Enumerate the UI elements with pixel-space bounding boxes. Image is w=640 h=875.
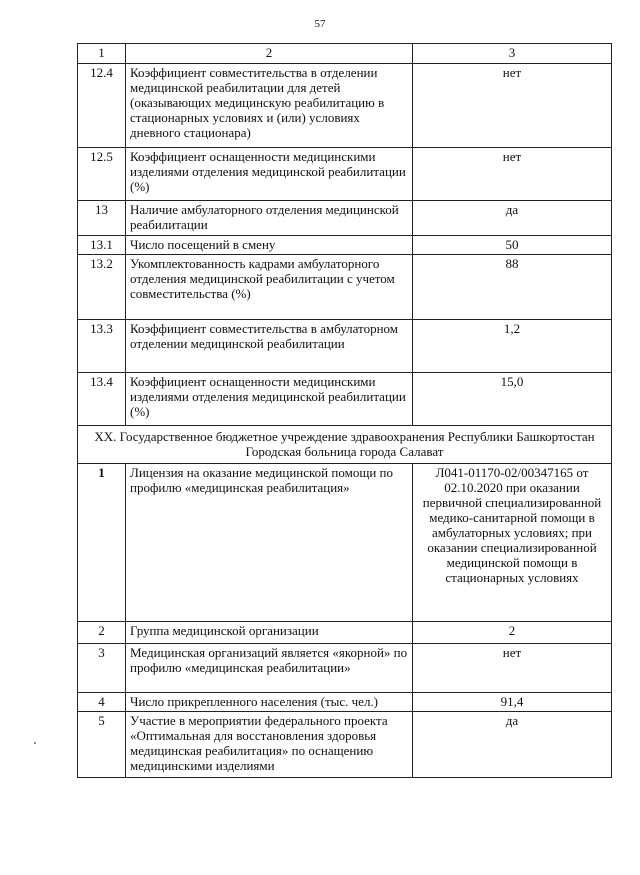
row-indicator: Коэффициент оснащенности медицинскими изделиями отделения медицинской реабилитации (%) — [126, 373, 413, 426]
header-col-2: 2 — [126, 44, 413, 64]
table-row — [78, 64, 612, 148]
row-indicator: Коэффициент оснащенности медицинскими изделиями отделения медицинской реабилитации (%) — [126, 148, 413, 201]
row-number: 13.2 — [78, 255, 126, 320]
row-indicator: Число посещений в смену — [126, 236, 413, 255]
row-value: нет — [413, 148, 612, 201]
rehab-table — [77, 43, 612, 778]
row-number: 12.4 — [78, 64, 126, 148]
row-value: 15,0 — [413, 373, 612, 426]
scan-speck — [34, 742, 36, 744]
row-number: 4 — [78, 693, 126, 712]
section-title-row — [78, 426, 612, 464]
row-indicator: Лицензия на оказание медицинской помощи по профилю «медицинская реабилитация» — [126, 464, 413, 622]
row-indicator: Коэффициент совместительства в отделении медицинской реабилитации для детей (оказывающих медицинскую реабилитацию в стационарных условиях и (или) условиях дневного стационара) — [126, 64, 413, 148]
table-row — [78, 693, 612, 712]
row-value: 91,4 — [413, 693, 612, 712]
page-number: 57 — [314, 18, 326, 30]
row-value: нет — [413, 644, 612, 693]
row-indicator: Медицинская организаций является «якорной» по профилю «медицинская реабилитации» — [126, 644, 413, 693]
section-title: XX. Государственное бюджетное учреждение здравоохранения Республики Башкортостан Городская больница города Салават — [78, 426, 612, 464]
table-row — [78, 712, 612, 778]
row-number: 5 — [78, 712, 126, 778]
row-number: 13.1 — [78, 236, 126, 255]
table-row — [78, 148, 612, 201]
row-value: да — [413, 712, 612, 778]
license-details: Л041-01170-02/00347165 от 02.10.2020 при оказании первичной специализированной медико-санитарной помощи в амбулаторных условиях; при оказании специализированной медицинской помощи в стационарных условиях — [413, 464, 612, 622]
row-value: 50 — [413, 236, 612, 255]
row-indicator: Группа медицинской организации — [126, 622, 413, 644]
header-col-1: 1 — [78, 44, 126, 64]
row-number: 13.3 — [78, 320, 126, 373]
row-indicator: Укомплектованность кадрами амбулаторного отделения медицинской реабилитации с учетом совместительства (%) — [126, 255, 413, 320]
row-number: 12.5 — [78, 148, 126, 201]
table-row — [78, 622, 612, 644]
row-indicator: Число прикрепленного населения (тыс. чел.) — [126, 693, 413, 712]
row-value: да — [413, 201, 612, 236]
table-header-row — [78, 44, 612, 64]
header-col-3: 3 — [413, 44, 612, 64]
row-number: 13 — [78, 201, 126, 236]
row-indicator: Наличие амбулаторного отделения медицинской реабилитации — [126, 201, 413, 236]
table-row — [78, 373, 612, 426]
table-row — [78, 255, 612, 320]
row-number: 13.4 — [78, 373, 126, 426]
table-row — [78, 644, 612, 693]
row-indicator: Коэффициент совместительства в амбулаторном отделении медицинской реабилитации — [126, 320, 413, 373]
row-value: нет — [413, 64, 612, 148]
row-value: 1,2 — [413, 320, 612, 373]
row-number: 1 — [78, 464, 126, 622]
row-value: 2 — [413, 622, 612, 644]
table-row — [78, 236, 612, 255]
table-row — [78, 320, 612, 373]
row-indicator: Участие в мероприятии федерального проекта «Оптимальная для восстановления здоровья медицинская реабилитация» по оснащению медицинскими изделиями — [126, 712, 413, 778]
row-value: 88 — [413, 255, 612, 320]
row-number: 2 — [78, 622, 126, 644]
table-row — [78, 201, 612, 236]
table-row — [78, 464, 612, 622]
row-number: 3 — [78, 644, 126, 693]
